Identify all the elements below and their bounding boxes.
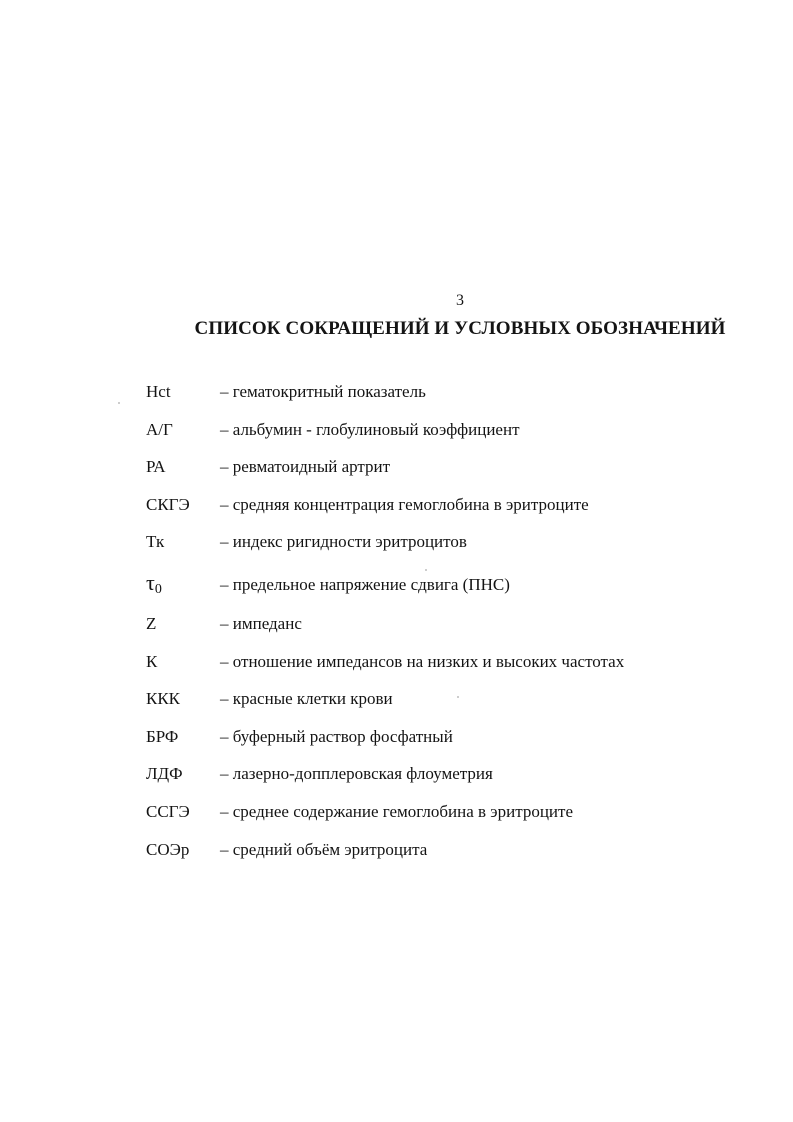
abbreviation-term: А/Г xyxy=(146,419,173,439)
abbreviation-term: СОЭр xyxy=(146,839,190,859)
abbreviation-row xyxy=(146,840,766,878)
abbreviation-definition: – импеданс xyxy=(220,613,302,633)
abbreviation-term: БРФ xyxy=(146,726,179,746)
abbreviation-row xyxy=(146,614,766,652)
abbreviation-row xyxy=(146,382,766,420)
abbreviation-term: ССГЭ xyxy=(146,801,190,821)
abbreviation-definition: – предельное напряжение сдвига (ПНС) xyxy=(220,574,510,594)
abbreviation-term: К xyxy=(146,651,158,671)
abbreviation-definition: – средний объём эритроцита xyxy=(220,839,428,859)
scan-speck xyxy=(457,696,459,698)
scan-speck xyxy=(118,402,120,404)
abbreviation-row xyxy=(146,764,766,802)
abbreviation-definition: – лазерно-допплеровская флоуметрия xyxy=(220,764,493,784)
scan-speck xyxy=(425,569,427,571)
abbreviation-definition: – индекс ригидности эритроцитов xyxy=(220,532,467,552)
abbreviation-row xyxy=(146,689,766,727)
tau-symbol: τ xyxy=(146,569,155,595)
abbreviation-term: СКГЭ xyxy=(146,494,190,514)
abbreviation-definition: – гематокритный показатель xyxy=(220,382,426,401)
abbreviation-term: Тк xyxy=(146,532,165,552)
abbreviation-definition: – альбумин - глобулиновый коэффициент xyxy=(220,419,520,439)
tau-subscript: 0 xyxy=(154,581,162,597)
abbreviation-definition: – средняя концентрация гемоглобина в эритроците xyxy=(220,494,589,514)
abbreviation-definition: – отношение импедансов на низких и высоких частотах xyxy=(220,651,625,671)
abbreviation-row xyxy=(146,420,766,458)
abbreviation-row xyxy=(146,495,766,533)
abbreviation-term: Hct xyxy=(146,382,171,401)
abbreviation-term: РА xyxy=(146,457,166,477)
abbreviation-definition: – буферный раствор фосфатный xyxy=(220,726,453,746)
abbreviation-row xyxy=(146,727,766,765)
abbreviation-row xyxy=(146,457,766,495)
abbreviation-definition: – ревматоидный артрит xyxy=(220,457,391,477)
abbreviation-term: Z xyxy=(146,613,157,633)
abbreviation-definition: – красные клетки крови xyxy=(220,689,393,709)
abbreviation-term: ЛДФ xyxy=(146,764,183,784)
abbreviation-definition: – среднее содержание гемоглобина в эритроците xyxy=(220,801,573,821)
abbreviation-row xyxy=(146,532,766,570)
abbreviation-row xyxy=(146,570,766,614)
page-number: 3 xyxy=(456,292,464,309)
abbreviation-list xyxy=(146,382,766,877)
abbreviation-term xyxy=(146,570,220,598)
abbreviation-row xyxy=(146,802,766,840)
page-title: СПИСОК СОКРАЩЕНИЙ И УСЛОВНЫХ ОБОЗНАЧЕНИЙ xyxy=(194,318,726,339)
abbreviation-row xyxy=(146,652,766,690)
abbreviation-term: ККК xyxy=(146,689,181,709)
